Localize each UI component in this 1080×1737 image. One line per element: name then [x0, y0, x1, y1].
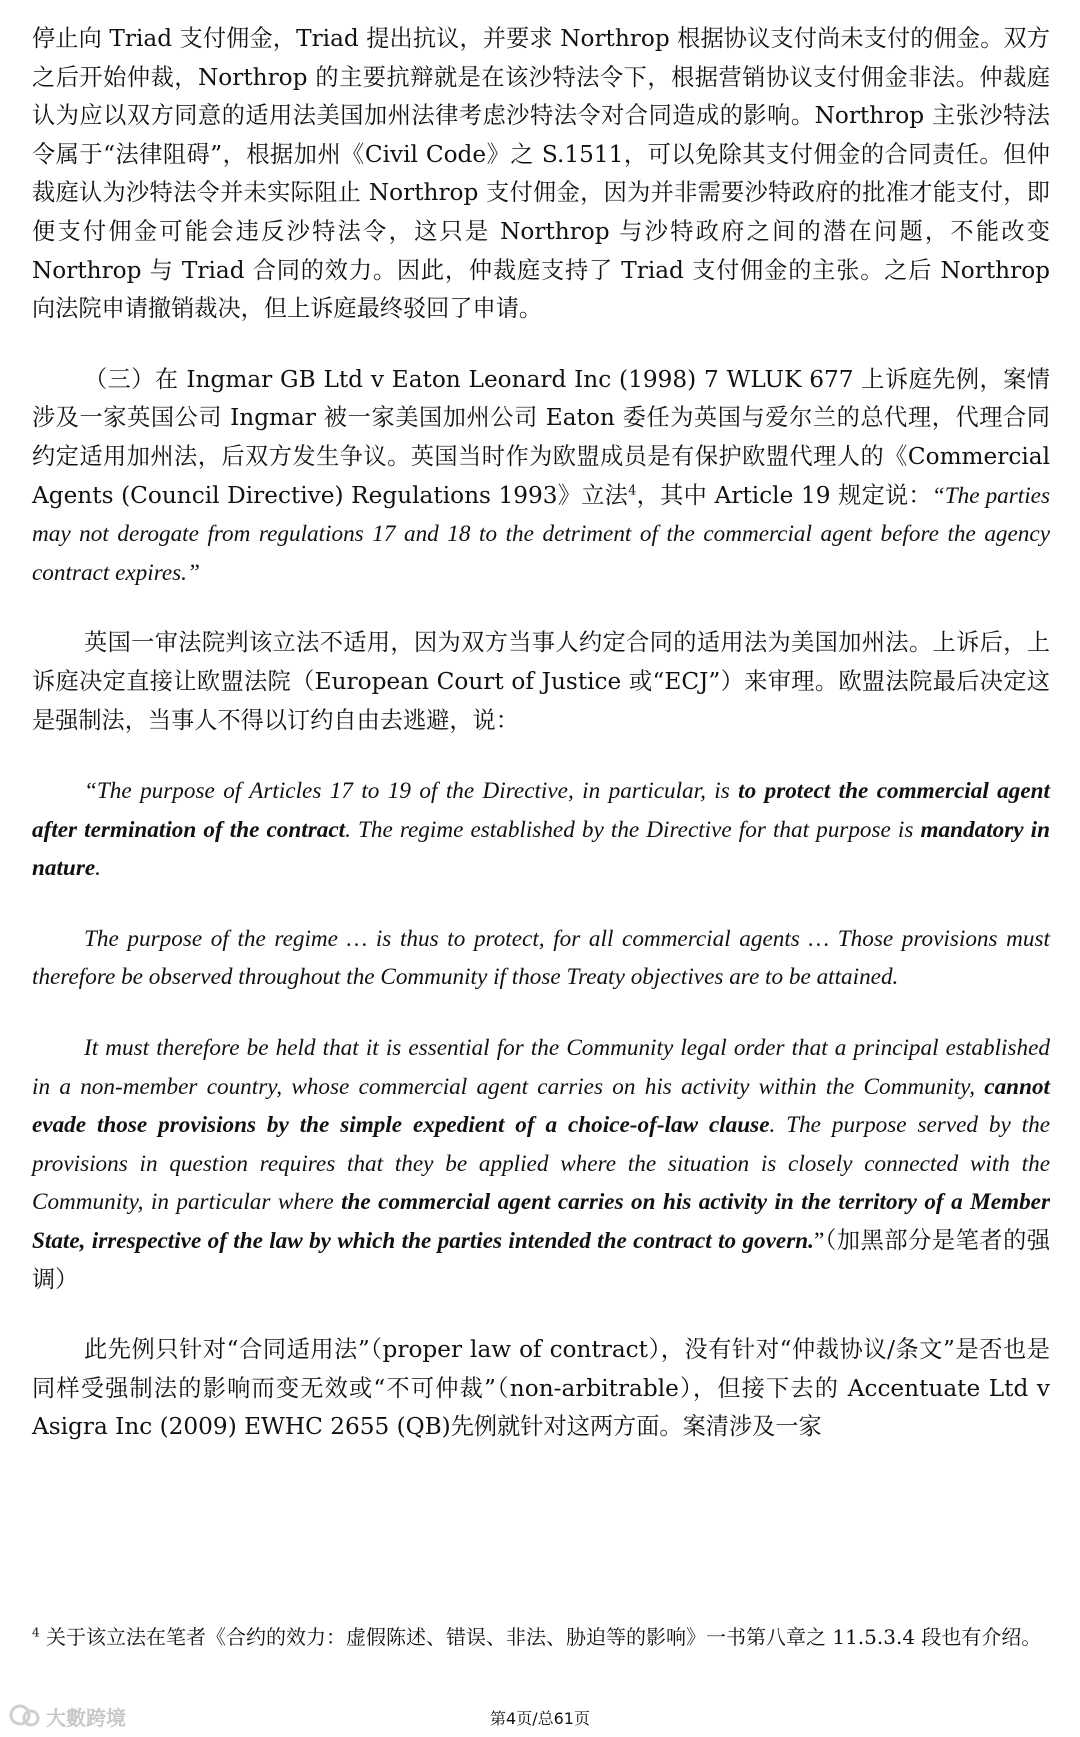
paragraph-3: 英国一审法院判该立法不适用，因为双方当事人约定合同的适用法为美国加州法。上诉后，上诉庭决定直接让欧盟法院（European Court of Justice 或“ECJ”）来审理。欧盟法院最后决定这是强制法，当事人不得以订约自由去逃避，说： — [32, 629, 1050, 734]
quote-1-text-b: . The regime established by the Directive for that purpose is — [345, 816, 921, 843]
article-19-quote: “The parties may not derogate from regulations 17 and 18 to the detriment of the commercial agent before the agency contract expires.” — [32, 482, 1051, 586]
quote-3-closing-note: ”（加黑部分是笔者的强调） — [32, 1228, 1051, 1293]
footnote-4 — [32, 1620, 1050, 1654]
footnote-ref-4[interactable]: 4 — [628, 482, 637, 498]
paragraph-1: 停止向 Triad 支付佣金，Triad 提出抗议，并要求 Northrop 根据协议支付尚未支付的佣金。双方之后开始仲裁，Northrop 的主要抗辩就是在该沙特法令下，根据营销协议支付佣金非法。仲裁庭认为应以双方同意的适用法美国加州法律考虑沙特法令对合同造成的影响。Northrop 主张沙特法令属于“法律阻碍”，根据加州《Civil Code》之 S.1511，可以免除其支付佣金的合同责任。但仲裁庭认为沙特法令并未实际阻止 Northrop 支付佣金，因为并非需要沙特政府的批准才能支付，即便支付佣金可能会违反沙特法令，这只是 Northrop 与沙特政府之间的潜在问题，不能改变 Northrop 与 Triad 合同的效力。因此，仲裁庭支持了 Triad 支付佣金的主张。之后 Northrop 向法院申请撤销裁决，但上诉庭最终驳回了申请。 — [32, 25, 1050, 323]
ecj-quote-1 — [32, 772, 1050, 888]
page-number: 第4页/总61页 — [490, 1709, 590, 1728]
quote-3-text-b: . The purpose served by the provisions in question requires that they be applied where the situation is closely connected with the Community, in particular where — [32, 1112, 1051, 1216]
paragraph-2-text-a: （三）在 Ingmar GB Ltd v Eaton Leonard Inc (1998) 7 WLUK 677 上诉庭先例，案情涉及一家英国公司 Ingmar 被一家美国加州公司 Eaton 委任为英国与爱尔兰的总代理，代理合同约定适用加州法，后双方发生争议。英国当时作为欧盟成员是有保护欧盟代理人的《Commercial Agents (Council Directive) Regulations 1993》立法 — [32, 365, 1050, 509]
quote-1-emphasis-b: mandatory in nature — [32, 816, 1050, 882]
document-body — [32, 20, 1050, 1447]
quote-3-emphasis-b: the commercial agent carries on his activity in the territory of a Member State, irrespective of the law by which the parties intended the contract to govern. — [32, 1189, 1050, 1255]
footnote-section — [32, 1620, 1050, 1654]
paragraph-2 — [32, 361, 1050, 593]
quote-3-text-a: It must therefore be held that it is essential for the Community legal order that a principal established in a non-member country, whose commercial agent carries on his activity within the Community, — [32, 1035, 1050, 1100]
watermark-text: 大數跨境 — [46, 1706, 126, 1730]
ecj-quote-2: The purpose of the regime … is thus to protect, for all commercial agents … Those provisions must therefore be observed throughout the Community if those Treaty objectives are to be attained. — [32, 925, 1050, 991]
footnote-number: 4 — [32, 1625, 40, 1640]
paragraph-2-text-b: ，其中 Article 19 规定说： — [636, 481, 932, 509]
quote-1-text-c: . — [95, 855, 101, 882]
ecj-quote-3 — [32, 1029, 1050, 1299]
paragraph-4: 此先例只针对“合同适用法”（proper law of contract），没有针对“仲裁协议/条文”是否也是同样受强制法的影响而变无效或“不可仲裁”（non-arbitrable），但接下去的 Accentuate Ltd v Asigra Inc (2009) EWHC 2655 (QB)先例就针对这两方面。案清涉及一家 — [32, 1336, 1050, 1441]
quote-3-emphasis-a: cannot evade those provisions by the simple expedient of a choice-of-law clause — [32, 1073, 1050, 1139]
quote-1-text-a: “The purpose of Articles 17 to 19 of the Directive, in particular, is — [84, 778, 739, 805]
quote-1-emphasis-a: to protect the commercial agent after termination of the contract — [32, 778, 1050, 843]
footnote-text: 关于该立法在笔者《合约的效力：虚假陈述、错误、非法、胁迫等的影响》一书第八章之 11.5.3.4 段也有介绍。 — [46, 1625, 1042, 1649]
